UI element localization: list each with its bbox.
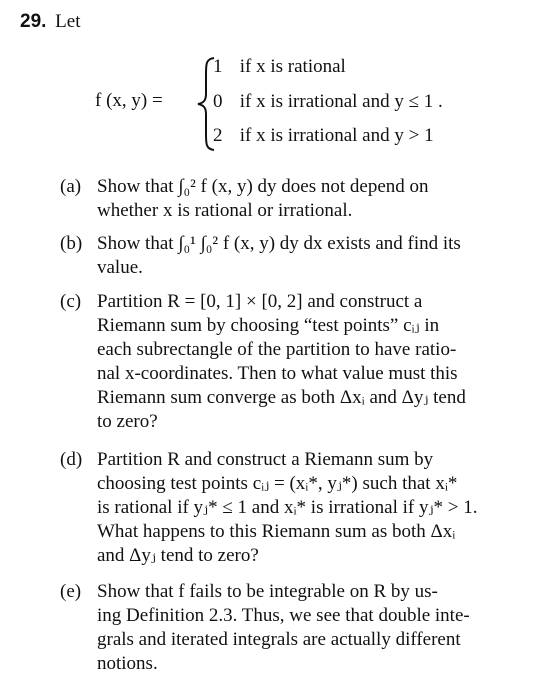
part-line: Show that f fails to be integrable on R by us-	[97, 581, 438, 602]
part-line: whether x is rational or irrational.	[97, 200, 353, 221]
part-line: Riemann sum converge as both Δxᵢ and Δyⱼ tend	[97, 387, 466, 408]
part-line: is rational if yⱼ* ≤ 1 and xᵢ* is irrational if yⱼ* > 1.	[97, 497, 478, 518]
part-label: (e)	[60, 581, 82, 602]
part-line: grals and iterated integrals are actually different	[97, 629, 461, 650]
part-label: (c)	[60, 291, 82, 312]
part-d	[60, 448, 530, 568]
part-line: Riemann sum by choosing “test points” cᵢⱼ in	[97, 315, 440, 336]
part-line: each subrectangle of the partition to have ratio-	[97, 339, 457, 360]
problem-number: 29.	[20, 11, 47, 32]
part-line: choosing test points cᵢⱼ = (xᵢ*, yⱼ*) such that xᵢ*	[97, 473, 458, 494]
case-row: 1 if x is rational	[213, 56, 346, 77]
part-a	[60, 175, 530, 223]
part-line: What happens to this Riemann sum as both Δxᵢ	[97, 521, 456, 542]
part-line: and Δyⱼ tend to zero?	[97, 545, 259, 566]
part-line: value.	[97, 257, 143, 278]
part-line: to zero?	[97, 411, 158, 432]
part-line: ing Definition 2.3. Thus, we see that double inte-	[97, 605, 470, 626]
piecewise-definition	[95, 52, 535, 152]
part-label: (a)	[60, 176, 82, 197]
part-label: (b)	[60, 233, 83, 254]
problem-intro: Let	[55, 11, 81, 32]
part-b	[60, 232, 530, 280]
function-lhs: f (x, y) =	[95, 90, 163, 111]
problem-header	[20, 10, 81, 34]
case-row: 2 if x is irrational and y > 1	[213, 125, 434, 146]
case-row: 0 if x is irrational and y ≤ 1 .	[213, 91, 443, 112]
part-line: Show that ∫₀² f (x, y) dy does not depend on	[97, 176, 429, 197]
part-label: (d)	[60, 449, 83, 470]
part-line: notions.	[97, 653, 158, 674]
part-line: Show that ∫₀¹ ∫₀² f (x, y) dy dx exists and find its	[97, 233, 461, 254]
part-line: nal x-coordinates. Then to what value must this	[97, 363, 458, 384]
part-e	[60, 580, 530, 676]
part-line: Partition R and construct a Riemann sum by	[97, 449, 434, 470]
part-c	[60, 290, 530, 434]
part-line: Partition R = [0, 1] × [0, 2] and construct a	[97, 291, 423, 312]
